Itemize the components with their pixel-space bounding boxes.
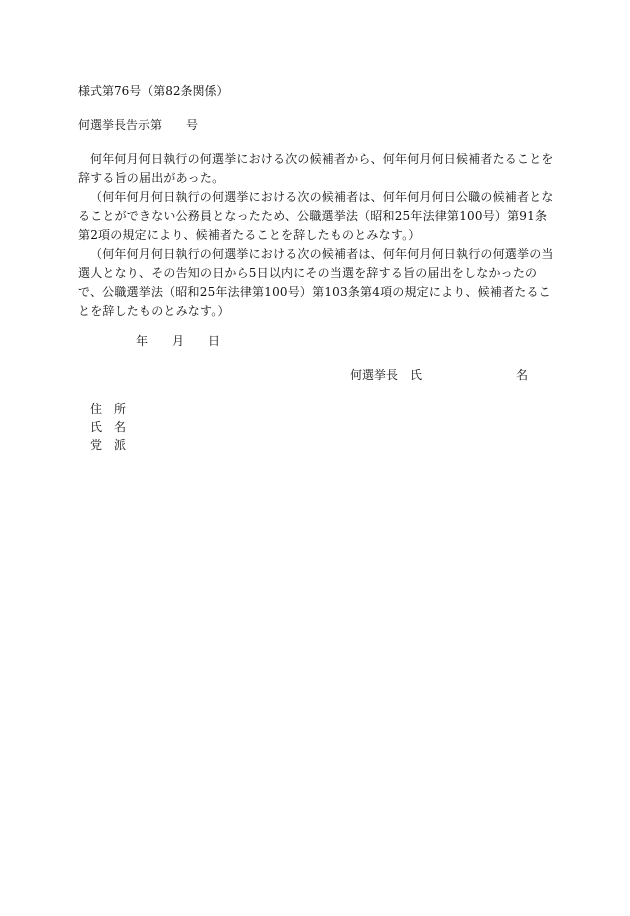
candidate-party-label: 党 派 — [90, 438, 127, 452]
date-year-label: 年 — [136, 334, 149, 348]
signature-shi-label: 氏 — [410, 368, 423, 382]
candidate-address-label: 住 所 — [90, 402, 127, 416]
date-day-label: 日 — [208, 334, 221, 348]
signature-mei-label: 名 — [516, 368, 529, 382]
form-number: 様式第76号（第82条関係） — [78, 84, 229, 98]
notice-number: 何選挙長告示第 号 — [78, 118, 199, 132]
notice-body-note-2: （何年何月何日執行の何選挙における次の候補者は、何年何月何日執行の何選挙の当選人となり、その告知の日から5日以内にその当選を辞する旨の届出をしなかったので、公職選挙法（昭和25年法律第100号）第103条第4項の規定により、候補者たることを辞したものとみなす。） — [78, 247, 554, 318]
notice-body-note-1: （何年何月何日執行の何選挙における次の候補者は、何年何月何日公職の候補者となることができない公務員となったため、公職選挙法（昭和25年法律第100号）第91条第2項の規定により、候補者たることを辞したものとみなす。） — [78, 190, 554, 242]
date-month-label: 月 — [172, 334, 185, 348]
notice-body-main: 何年何月何日執行の何選挙における次の候補者から、何年何月何日候補者たることを辞する旨の届出があった。 — [78, 152, 554, 185]
signature-title: 何選挙長 — [350, 368, 399, 382]
candidate-name-label: 氏 名 — [90, 420, 127, 434]
